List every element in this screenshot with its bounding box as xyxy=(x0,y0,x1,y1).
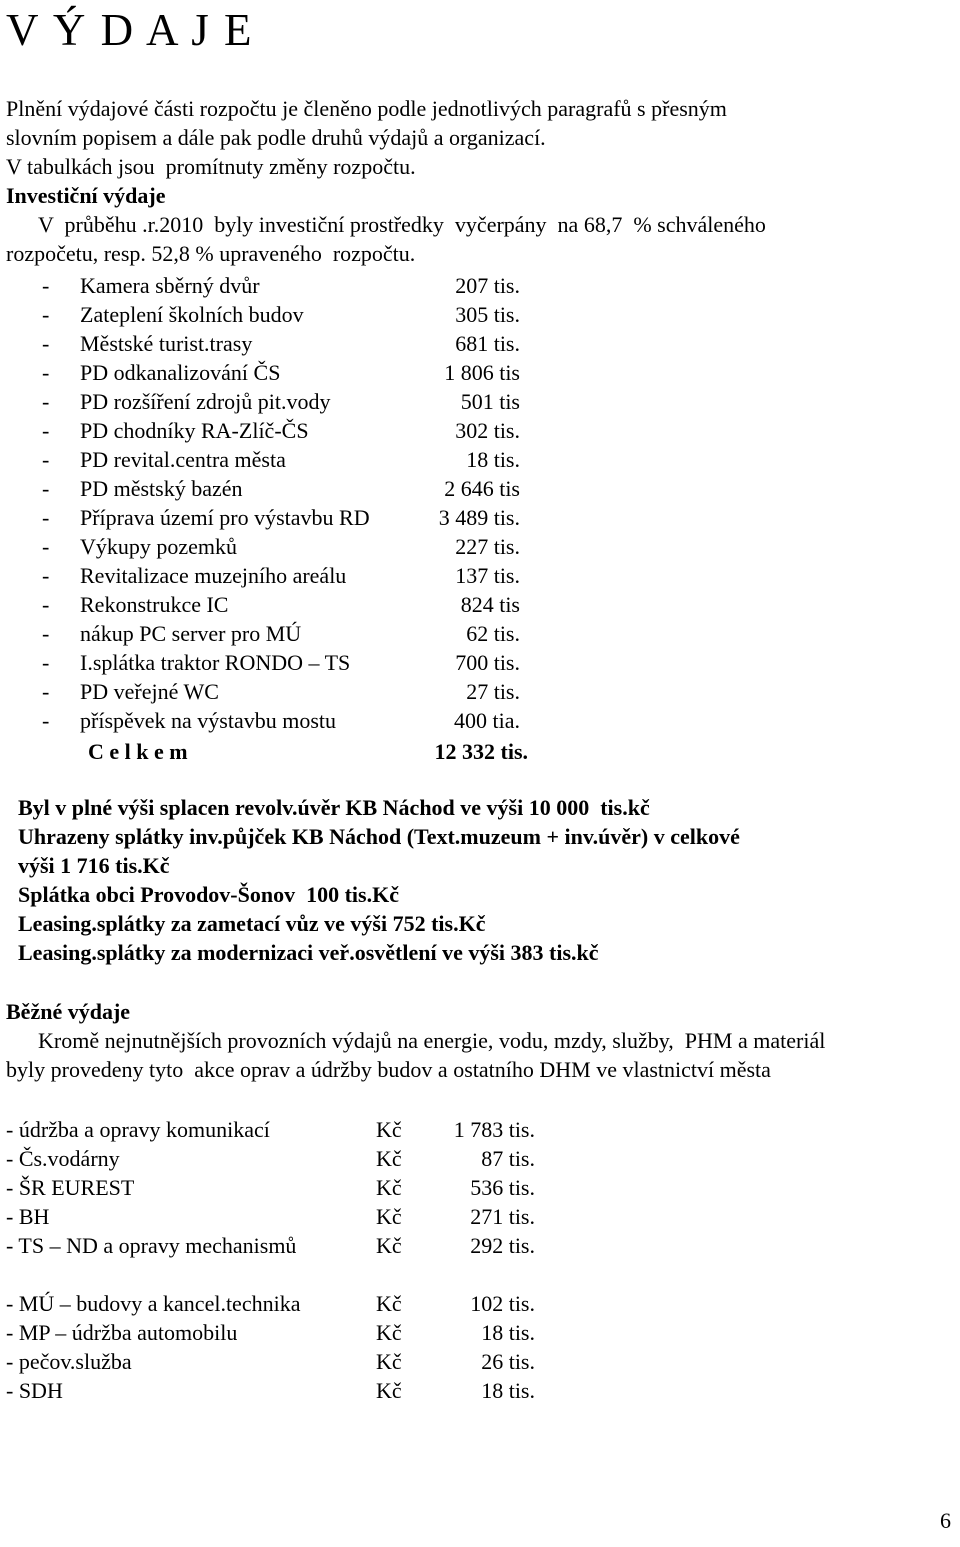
bullet-dash: - xyxy=(42,534,50,559)
current-text: byly provedeny tyto akce oprav a údržby budov a ostatního DHM ve vlastnictví města xyxy=(6,1057,771,1082)
bullet-dash: - xyxy=(42,592,50,617)
intro-line: Plnění výdajové části rozpočtu je členěno podle jednotlivých paragrafů s přesným xyxy=(6,96,727,121)
bullet-dash: - xyxy=(42,389,50,414)
bullet-dash: - xyxy=(42,563,50,588)
investment-item xyxy=(0,708,960,737)
intro-line: slovním popisem a dále pak podle druhů výdajů a organizací. xyxy=(6,125,546,150)
expense-item xyxy=(0,1378,960,1407)
expense-item xyxy=(0,1146,960,1175)
current-text: Kromě nejnutnějších provozních výdajů na energie, vodu, mzdy, služby, PHM a materiál xyxy=(38,1028,826,1053)
investment-item xyxy=(0,360,960,389)
note-line: Leasing.splátky za zametací vůz ve výši 752 tis.Kč xyxy=(18,911,486,936)
expense-item-label: - SDH xyxy=(6,1378,63,1403)
expense-item-currency: Kč xyxy=(376,1175,402,1200)
bullet-dash: - xyxy=(42,476,50,501)
investment-item xyxy=(0,273,960,302)
investment-item xyxy=(0,592,960,621)
expense-item-amount: 18 tis. xyxy=(481,1378,535,1403)
bullet-dash: - xyxy=(42,273,50,298)
investment-item-label: Kamera sběrný dvůr xyxy=(80,273,260,298)
current-heading: Běžné výdaje xyxy=(6,999,131,1024)
investment-item-amount: 18 tis. xyxy=(466,447,520,472)
bullet-dash: - xyxy=(42,679,50,704)
investment-item xyxy=(0,418,960,447)
investment-item xyxy=(0,476,960,505)
expense-item-label: - MÚ – budovy a kancel.technika xyxy=(6,1291,301,1316)
expense-item-amount: 26 tis. xyxy=(481,1349,535,1374)
investment-item xyxy=(0,302,960,331)
note-line: Byl v plné výši splacen revolv.úvěr KB Náchod ve výši 10 000 tis.kč xyxy=(18,795,650,820)
investment-item-label: Výkupy pozemků xyxy=(80,534,238,559)
expense-item-currency: Kč xyxy=(376,1291,402,1316)
expense-item-label: - Čs.vodárny xyxy=(6,1146,120,1171)
investment-item-label: Městské turist.trasy xyxy=(80,331,253,356)
investment-item-label: Rekonstrukce IC xyxy=(80,592,229,617)
expense-item-currency: Kč xyxy=(376,1349,402,1374)
investment-item-amount: 302 tis. xyxy=(455,418,520,443)
intro-line: V tabulkách jsou promítnuty změny rozpočtu. xyxy=(6,154,416,179)
expense-item-label: - TS – ND a opravy mechanismů xyxy=(6,1233,297,1258)
bullet-dash: - xyxy=(42,708,50,733)
expense-item xyxy=(0,1291,960,1320)
expense-item-currency: Kč xyxy=(376,1117,402,1142)
investment-text: rozpočetu, resp. 52,8 % upraveného rozpočtu. xyxy=(6,241,416,266)
investment-heading: Investiční výdaje xyxy=(6,183,166,208)
investment-item-label: nákup PC server pro MÚ xyxy=(80,621,302,646)
expense-item xyxy=(0,1349,960,1378)
expense-item-amount: 102 tis. xyxy=(470,1291,535,1316)
investment-item xyxy=(0,447,960,476)
expense-item xyxy=(0,1320,960,1349)
page-title: V Ý D A J E xyxy=(6,5,254,55)
investment-item xyxy=(0,534,960,563)
bullet-dash: - xyxy=(42,418,50,443)
investment-item xyxy=(0,389,960,418)
note-line: Splátka obci Provodov-Šonov 100 tis.Kč xyxy=(18,882,399,907)
bullet-dash: - xyxy=(42,331,50,356)
investment-item-amount: 824 tis xyxy=(460,592,520,617)
expense-item xyxy=(0,1175,960,1204)
investment-item-label: PD odkanalizování ČS xyxy=(80,360,281,385)
bullet-dash: - xyxy=(42,505,50,530)
investment-item xyxy=(0,650,960,679)
investment-item-amount: 400 tia. xyxy=(454,708,520,733)
investment-total-row xyxy=(0,739,960,768)
investment-item-label: Revitalizace muzejního areálu xyxy=(80,563,347,588)
expense-item xyxy=(0,1117,960,1146)
expense-item-amount: 18 tis. xyxy=(481,1320,535,1345)
investment-item-amount: 207 tis. xyxy=(455,273,520,298)
investment-item-amount: 700 tis. xyxy=(455,650,520,675)
expense-item-currency: Kč xyxy=(376,1233,402,1258)
total-amount: 12 332 tis. xyxy=(434,739,528,764)
bullet-dash: - xyxy=(42,621,50,646)
page-number: 6 xyxy=(940,1508,951,1533)
investment-item xyxy=(0,679,960,708)
investment-item xyxy=(0,563,960,592)
expense-item-amount: 292 tis. xyxy=(470,1233,535,1258)
investment-item-amount: 2 646 tis xyxy=(444,476,520,501)
investment-item-label: PD veřejné WC xyxy=(80,679,219,704)
investment-item xyxy=(0,621,960,650)
investment-item xyxy=(0,505,960,534)
investment-item-label: PD revital.centra města xyxy=(80,447,286,472)
expense-item-amount: 1 783 tis. xyxy=(453,1117,535,1142)
investment-item xyxy=(0,331,960,360)
investment-item-label: PD chodníky RA-Zlíč-ČS xyxy=(80,418,309,443)
investment-item-amount: 501 tis xyxy=(460,389,520,414)
investment-item-label: PD rozšíření zdrojů pit.vody xyxy=(80,389,331,414)
expense-item-currency: Kč xyxy=(376,1204,402,1229)
expense-item xyxy=(0,1233,960,1262)
expense-item-currency: Kč xyxy=(376,1146,402,1171)
note-line: Leasing.splátky za modernizaci veř.osvětlení ve výši 383 tis.kč xyxy=(18,940,599,965)
expense-item-currency: Kč xyxy=(376,1378,402,1403)
expense-item-label: - BH xyxy=(6,1204,50,1229)
expense-item-label: - ŠR EUREST xyxy=(6,1175,135,1200)
expense-item-amount: 271 tis. xyxy=(470,1204,535,1229)
investment-item-label: Zateplení školních budov xyxy=(80,302,304,327)
expense-item-amount: 536 tis. xyxy=(470,1175,535,1200)
expense-item-currency: Kč xyxy=(376,1320,402,1345)
investment-item-amount: 227 tis. xyxy=(455,534,520,559)
investment-item-amount: 137 tis. xyxy=(455,563,520,588)
bullet-dash: - xyxy=(42,302,50,327)
investment-item-amount: 62 tis. xyxy=(466,621,520,646)
investment-item-label: příspěvek na výstavbu mostu xyxy=(80,708,337,733)
bullet-dash: - xyxy=(42,360,50,385)
investment-item-amount: 681 tis. xyxy=(455,331,520,356)
investment-text: V průběhu .r.2010 byly investiční prostředky vyčerpány na 68,7 % schváleného xyxy=(38,212,766,237)
investment-item-label: I.splátka traktor RONDO – TS xyxy=(80,650,351,675)
investment-item-amount: 27 tis. xyxy=(466,679,520,704)
investment-item-amount: 1 806 tis xyxy=(444,360,520,385)
total-label: C e l k e m xyxy=(88,739,188,764)
expense-item-label: - údržba a opravy komunikací xyxy=(6,1117,270,1142)
expense-item-amount: 87 tis. xyxy=(481,1146,535,1171)
expense-item-label: - pečov.služba xyxy=(6,1349,132,1374)
bullet-dash: - xyxy=(42,650,50,675)
investment-item-label: PD městský bazén xyxy=(80,476,243,501)
note-line: výši 1 716 tis.Kč xyxy=(18,853,170,878)
bullet-dash: - xyxy=(42,447,50,472)
investment-item-amount: 305 tis. xyxy=(455,302,520,327)
expense-item xyxy=(0,1204,960,1233)
investment-item-amount: 3 489 tis. xyxy=(438,505,520,530)
investment-item-label: Příprava území pro výstavbu RD xyxy=(80,505,370,530)
expense-item-label: - MP – údržba automobilu xyxy=(6,1320,238,1345)
note-line: Uhrazeny splátky inv.půjček KB Náchod (Text.muzeum + inv.úvěr) v celkové xyxy=(18,824,740,849)
